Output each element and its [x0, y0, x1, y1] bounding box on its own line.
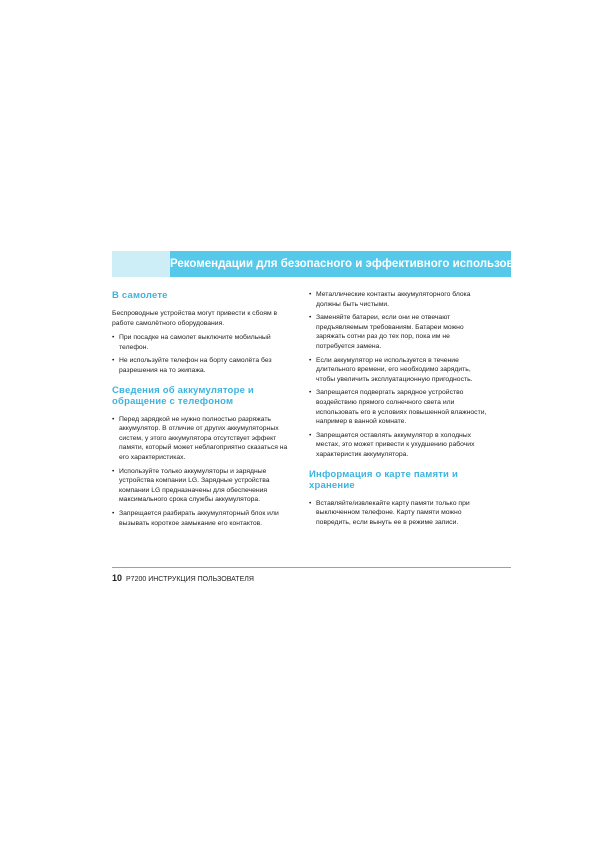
list-item: • Не используйте телефон на борту самолёта без разрешения на то экипажа.: [112, 357, 272, 374]
page-footer: [112, 573, 254, 585]
page-number: 10: [112, 573, 123, 583]
list-item: • Заменяйте батареи, если они не отвечают предъявляемым требованиям. Батареи можно заряжать сотни раз до тех пор, пока им не потребуется замена.: [309, 314, 464, 350]
paragraph-airplane: Беспроводные устройства могут привести к сбоям в работе самолётного оборудования.: [112, 310, 278, 327]
list-item: • Металлические контакты аккумуляторного блока должны быть чистыми.: [309, 291, 471, 308]
list-item: • Запрещается подвергать зарядное устройство воздействию прямого солнечного света или использовать его в условиях повышенной влажности, например в ванной комнате.: [309, 389, 487, 426]
footer-label: P7200 ИНСТРУКЦИЯ ПОЛЬЗОВАТЕЛЯ: [126, 576, 254, 583]
heading-airplane: В самолете: [112, 290, 168, 301]
list-item: • Вставляйте/извлекайте карту памяти только при выключенном телефоне. Карту памяти можно повредить, если вынуть ее в режиме записи.: [309, 499, 470, 526]
list-item: • Перед зарядкой не нужно полностью разряжать аккумулятор. В отличие от других аккумуляторных систем, у этого аккумулятора отсутствует эффект памяти, который может неблагоприятно сказаться на его характеристиках.: [112, 415, 288, 461]
right-column: [309, 290, 487, 531]
left-column: [112, 290, 288, 532]
section-banner: [112, 251, 541, 277]
list-item: • При посадке на самолет выключите мобильный телефон.: [112, 334, 271, 351]
heading-memory-card: Информация о карте памяти и хранение: [309, 468, 458, 491]
list-item: • Запрещается оставлять аккумулятор в холодных местах, это может привести к ухудшению рабочих характеристик аккумулятора.: [309, 431, 475, 458]
list-item: • Если аккумулятор не используется в течение длительного времени, его необходимо зарядить, чтобы увеличить эксплуатационную пригодность.: [309, 356, 473, 383]
banner-accent: [112, 251, 170, 277]
list-item: • Используйте только аккумуляторы и зарядные устройства компании LG. Зарядные устройства компании LG предназначены для обеспечения максимального срока службы аккумулятора.: [112, 467, 270, 504]
list-item: • Запрещается разбирать аккумуляторный блок или вызывать короткое замыкание его контактов.: [112, 509, 279, 527]
heading-battery: Сведения об аккумуляторе и обращение с телефоном: [112, 384, 254, 407]
banner-title: Рекомендации для безопасного и эффективного использования: [170, 251, 511, 277]
footer-divider: [112, 567, 511, 568]
